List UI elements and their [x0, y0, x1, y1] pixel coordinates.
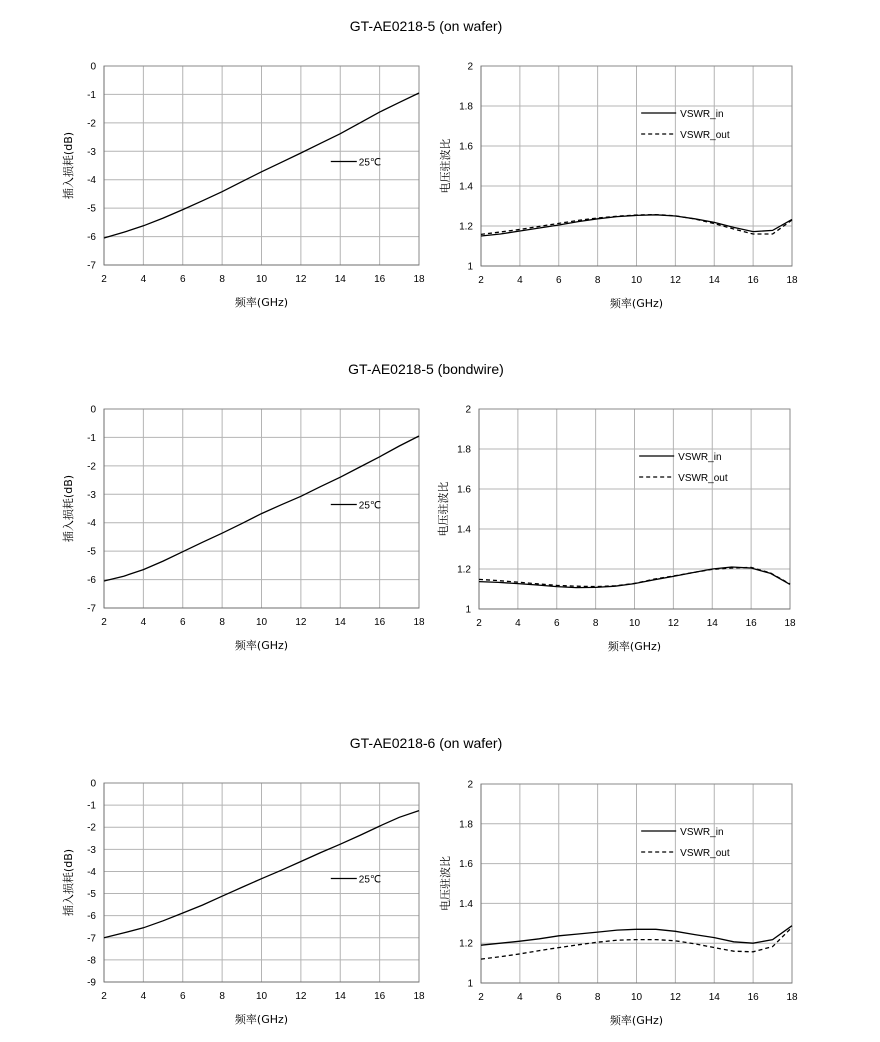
y-tick-label: 2: [467, 61, 473, 73]
legend-label: VSWR_out: [680, 848, 730, 859]
x-tick-label: 8: [219, 617, 225, 628]
x-tick-label: 4: [517, 992, 523, 1003]
legend-label: 25℃: [358, 500, 382, 512]
x-tick-label: 4: [140, 991, 147, 1002]
x-tick-label: 16: [747, 992, 759, 1003]
chart-1: [61, 62, 425, 310]
legend-label: VSWR_in: [678, 452, 722, 463]
x-tick-label: 4: [515, 618, 521, 629]
y-tick-label: -1: [87, 432, 96, 444]
chart-group-title-1: GT-AE0218-5 (on wafer): [349, 18, 503, 34]
x-tick-label: 10: [255, 274, 268, 285]
y-tick-label: 1.4: [457, 524, 471, 536]
x-tick-label: 10: [255, 991, 268, 1002]
legend-label: VSWR_in: [680, 827, 724, 838]
y-tick-label: -4: [87, 175, 96, 187]
x-tick-label: 18: [413, 617, 425, 628]
x-tick-label: 2: [476, 618, 482, 629]
x-tick-label: 12: [295, 617, 307, 628]
y-tick-label: -2: [87, 822, 96, 834]
x-axis-label: 频率(GHz): [234, 1013, 289, 1026]
y-tick-label: -5: [87, 889, 96, 901]
x-tick-label: 16: [374, 991, 386, 1002]
y-tick-label: 1.8: [459, 819, 473, 831]
x-axis-label: 频率(GHz): [609, 297, 664, 310]
y-tick-label: 0: [90, 404, 96, 416]
y-axis-label: 插入损耗(dB): [62, 848, 75, 917]
x-tick-label: 14: [334, 274, 346, 285]
legend-label: 25℃: [358, 874, 382, 886]
y-tick-label: 0: [90, 61, 96, 73]
x-tick-label: 10: [630, 275, 643, 286]
x-tick-label: 6: [179, 617, 186, 628]
y-tick-label: 1: [467, 261, 473, 273]
x-tick-label: 12: [295, 991, 307, 1002]
y-tick-label: 1.6: [459, 141, 473, 153]
x-tick-label: 18: [786, 275, 798, 286]
y-axis-label: 插入损耗(dB): [62, 474, 75, 543]
x-tick-label: 12: [669, 992, 681, 1003]
x-tick-label: 16: [374, 274, 386, 285]
y-tick-label: 1.4: [459, 898, 473, 910]
x-tick-label: 6: [555, 992, 562, 1003]
y-tick-label: -7: [87, 260, 96, 272]
x-tick-label: 10: [255, 617, 268, 628]
chart-4: [436, 405, 796, 654]
x-tick-label: 18: [413, 274, 425, 285]
y-tick-label: -4: [87, 866, 96, 878]
x-tick-label: 18: [413, 991, 425, 1002]
x-tick-label: 2: [478, 992, 484, 1003]
x-tick-label: 6: [555, 275, 562, 286]
y-tick-label: 1: [467, 978, 473, 990]
y-tick-label: -3: [87, 844, 96, 856]
x-tick-label: 16: [747, 275, 759, 286]
y-axis-label: 插入损耗(dB): [62, 131, 75, 200]
y-tick-label: 1.8: [459, 101, 473, 113]
x-tick-label: 8: [592, 618, 599, 629]
legend-label: 25℃: [358, 157, 382, 169]
chart-group-title-2: GT-AE0218-5 (bondwire): [348, 361, 504, 377]
y-tick-label: -5: [87, 546, 96, 558]
x-tick-label: 2: [101, 274, 107, 285]
y-axis-label: 电压驻波比: [439, 138, 452, 194]
y-tick-label: -1: [87, 89, 96, 101]
x-tick-label: 8: [219, 991, 225, 1002]
y-tick-label: -6: [87, 575, 96, 587]
y-tick-label: -9: [87, 977, 96, 989]
y-tick-label: -5: [87, 203, 96, 215]
x-tick-label: 6: [179, 991, 186, 1002]
y-tick-label: -8: [87, 955, 96, 967]
y-tick-label: 1.2: [459, 938, 473, 950]
x-tick-label: 8: [594, 992, 601, 1003]
chart-6: [438, 780, 798, 1028]
y-tick-label: -4: [87, 518, 96, 530]
y-tick-label: -1: [87, 800, 96, 812]
chart-group-title-3: GT-AE0218-6 (on wafer): [349, 735, 503, 751]
y-tick-label: -6: [87, 232, 96, 244]
x-tick-label: 14: [706, 618, 718, 629]
y-tick-label: 0: [90, 778, 96, 790]
y-tick-label: -7: [87, 603, 96, 615]
x-tick-label: 6: [553, 618, 560, 629]
x-axis-label: 频率(GHz): [609, 1014, 664, 1027]
x-tick-label: 8: [594, 275, 601, 286]
x-tick-label: 16: [374, 617, 386, 628]
x-tick-label: 18: [786, 992, 798, 1003]
y-tick-label: 1: [465, 604, 471, 616]
y-tick-label: 2: [465, 404, 471, 416]
y-tick-label: -3: [87, 146, 96, 158]
y-tick-label: 1.6: [457, 484, 471, 496]
y-axis-label: 电压驻波比: [439, 856, 452, 911]
x-axis-label: 频率(GHz): [234, 639, 289, 652]
x-tick-label: 8: [219, 274, 225, 285]
x-tick-label: 12: [667, 618, 679, 629]
y-tick-label: -3: [87, 489, 96, 501]
x-tick-label: 16: [745, 618, 757, 629]
x-tick-label: 10: [628, 618, 641, 629]
x-tick-label: 12: [295, 274, 307, 285]
y-tick-label: -7: [87, 933, 96, 945]
chart-5: [61, 779, 425, 1027]
x-tick-label: 4: [517, 275, 523, 286]
y-tick-label: 1.8: [457, 444, 471, 456]
y-tick-label: -2: [87, 118, 96, 130]
chart-3: [61, 405, 425, 653]
y-tick-label: 1.6: [459, 859, 473, 871]
x-axis-label: 频率(GHz): [607, 640, 662, 653]
x-tick-label: 14: [334, 617, 346, 628]
x-tick-label: 4: [140, 274, 147, 285]
y-tick-label: 1.2: [459, 221, 473, 233]
x-tick-label: 12: [669, 275, 681, 286]
y-tick-label: -6: [87, 911, 96, 923]
x-tick-label: 2: [101, 991, 107, 1002]
x-tick-label: 2: [478, 275, 484, 286]
x-tick-label: 14: [708, 275, 720, 286]
y-tick-label: 1.4: [459, 181, 473, 193]
y-tick-label: 1.2: [457, 564, 471, 576]
y-tick-label: 2: [467, 779, 473, 791]
x-tick-label: 2: [101, 617, 107, 628]
x-tick-label: 14: [334, 991, 346, 1002]
y-axis-label: 电压驻波比: [437, 481, 450, 537]
x-tick-label: 18: [784, 618, 796, 629]
legend-label: VSWR_out: [680, 130, 730, 141]
x-axis-label: 频率(GHz): [234, 296, 289, 309]
y-tick-label: -2: [87, 461, 96, 473]
x-tick-label: 10: [630, 992, 643, 1003]
chart-2: [438, 62, 798, 311]
legend-label: VSWR_in: [680, 109, 724, 120]
x-tick-label: 14: [708, 992, 720, 1003]
legend-label: VSWR_out: [678, 473, 728, 484]
x-tick-label: 4: [140, 617, 147, 628]
x-tick-label: 6: [179, 274, 186, 285]
